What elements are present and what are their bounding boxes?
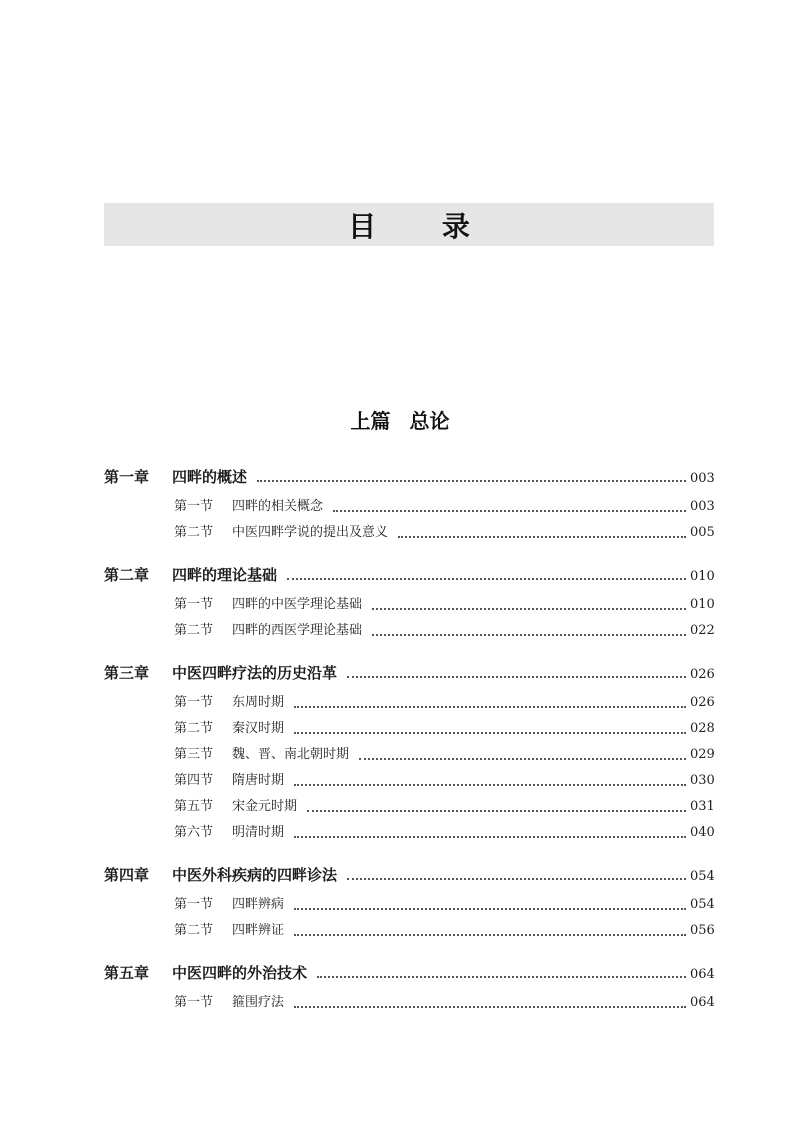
section-number: 第二节 (174, 923, 214, 938)
chapter-block (104, 860, 714, 958)
chapter-title: 中医外科疾病的四畔诊法 (172, 866, 338, 884)
section-entry[interactable] (104, 618, 714, 644)
section-number: 第一节 (174, 995, 214, 1010)
page-number: 054 (690, 869, 715, 884)
dot-leader (347, 675, 686, 678)
chapter-title: 四畔的概述 (172, 468, 248, 486)
dot-leader (307, 809, 686, 812)
dot-leader (398, 535, 686, 538)
section-entry[interactable] (104, 690, 714, 716)
section-number: 第三节 (174, 747, 214, 762)
section-entry[interactable] (104, 742, 714, 768)
section-number: 第一节 (174, 597, 214, 612)
dot-leader (294, 783, 686, 786)
page-number: 030 (690, 773, 715, 788)
dot-leader (257, 479, 686, 482)
part-title: 上篇 总论 (350, 409, 450, 433)
chapter-number: 第二章 (104, 566, 150, 584)
section-entry[interactable] (104, 716, 714, 742)
chapter-block (104, 658, 714, 860)
section-title: 四畔的西医学理论基础 (232, 623, 363, 638)
page-number: 026 (690, 667, 715, 682)
table-of-contents (104, 462, 714, 1030)
dot-leader (359, 757, 686, 760)
section-title: 四畔辨病 (232, 897, 285, 912)
section-number: 第六节 (174, 825, 214, 840)
chapter-number: 第三章 (104, 664, 150, 682)
section-entry[interactable] (104, 918, 714, 944)
chapter-entry[interactable] (104, 560, 714, 590)
section-number: 第四节 (174, 773, 214, 788)
chapter-number: 第五章 (104, 964, 150, 982)
chapter-title: 中医四畔的外治技术 (172, 964, 308, 982)
dot-leader (294, 705, 686, 708)
section-title: 秦汉时期 (232, 721, 285, 736)
page-number: 010 (690, 569, 715, 584)
page-number: 026 (690, 695, 715, 710)
section-title: 四畔的中医学理论基础 (232, 597, 363, 612)
section-title: 魏、晋、南北朝时期 (232, 747, 350, 762)
section-entry[interactable] (104, 768, 714, 794)
dot-leader (333, 509, 686, 512)
page-number: 031 (690, 799, 715, 814)
section-title: 宋金元时期 (232, 799, 298, 814)
chapter-title: 中医四畔疗法的历史沿革 (172, 664, 338, 682)
section-number: 第一节 (174, 695, 214, 710)
section-entry[interactable] (104, 794, 714, 820)
chapter-entry[interactable] (104, 462, 714, 492)
dot-leader (294, 907, 686, 910)
section-number: 第一节 (174, 897, 214, 912)
section-title: 四畔辨证 (232, 923, 285, 938)
section-title: 明清时期 (232, 825, 285, 840)
section-title: 四畔的相关概念 (232, 499, 324, 514)
dot-leader (287, 577, 686, 580)
section-number: 第二节 (174, 623, 214, 638)
section-entry[interactable] (104, 990, 714, 1016)
page-number: 005 (690, 525, 715, 540)
chapter-number: 第一章 (104, 468, 150, 486)
section-number: 第五节 (174, 799, 214, 814)
section-entry[interactable] (104, 892, 714, 918)
page-number: 064 (690, 967, 715, 982)
toc-title: 目 录 (348, 209, 498, 243)
section-number: 第二节 (174, 721, 214, 736)
dot-leader (294, 933, 686, 936)
toc-title-bar (104, 203, 714, 246)
dot-leader (294, 835, 686, 838)
page-number: 064 (690, 995, 715, 1010)
chapter-block (104, 560, 714, 658)
chapter-entry[interactable] (104, 658, 714, 688)
section-title: 东周时期 (232, 695, 285, 710)
chapter-number: 第四章 (104, 866, 150, 884)
dot-leader (372, 633, 686, 636)
page-number: 029 (690, 747, 715, 762)
dot-leader (294, 731, 686, 734)
page-number: 022 (690, 623, 715, 638)
dot-leader (294, 1005, 686, 1008)
page-number: 010 (690, 597, 715, 612)
dot-leader (347, 877, 686, 880)
dot-leader (372, 607, 686, 610)
chapter-entry[interactable] (104, 958, 714, 988)
chapter-entry[interactable] (104, 860, 714, 890)
page-number: 040 (690, 825, 715, 840)
section-number: 第一节 (174, 499, 214, 514)
page-number: 056 (690, 923, 715, 938)
section-entry[interactable] (104, 592, 714, 618)
page-number: 003 (690, 471, 715, 486)
page-number: 003 (690, 499, 715, 514)
section-entry[interactable] (104, 494, 714, 520)
chapter-title: 四畔的理论基础 (172, 566, 278, 584)
page-number: 028 (690, 721, 715, 736)
section-entry[interactable] (104, 820, 714, 846)
chapter-block (104, 462, 714, 560)
section-number: 第二节 (174, 525, 214, 540)
page-number: 054 (690, 897, 715, 912)
section-entry[interactable] (104, 520, 714, 546)
section-title: 隋唐时期 (232, 773, 285, 788)
section-title: 箍围疗法 (232, 995, 285, 1010)
dot-leader (317, 975, 686, 978)
chapter-block (104, 958, 714, 1030)
section-title: 中医四畔学说的提出及意义 (232, 525, 389, 540)
